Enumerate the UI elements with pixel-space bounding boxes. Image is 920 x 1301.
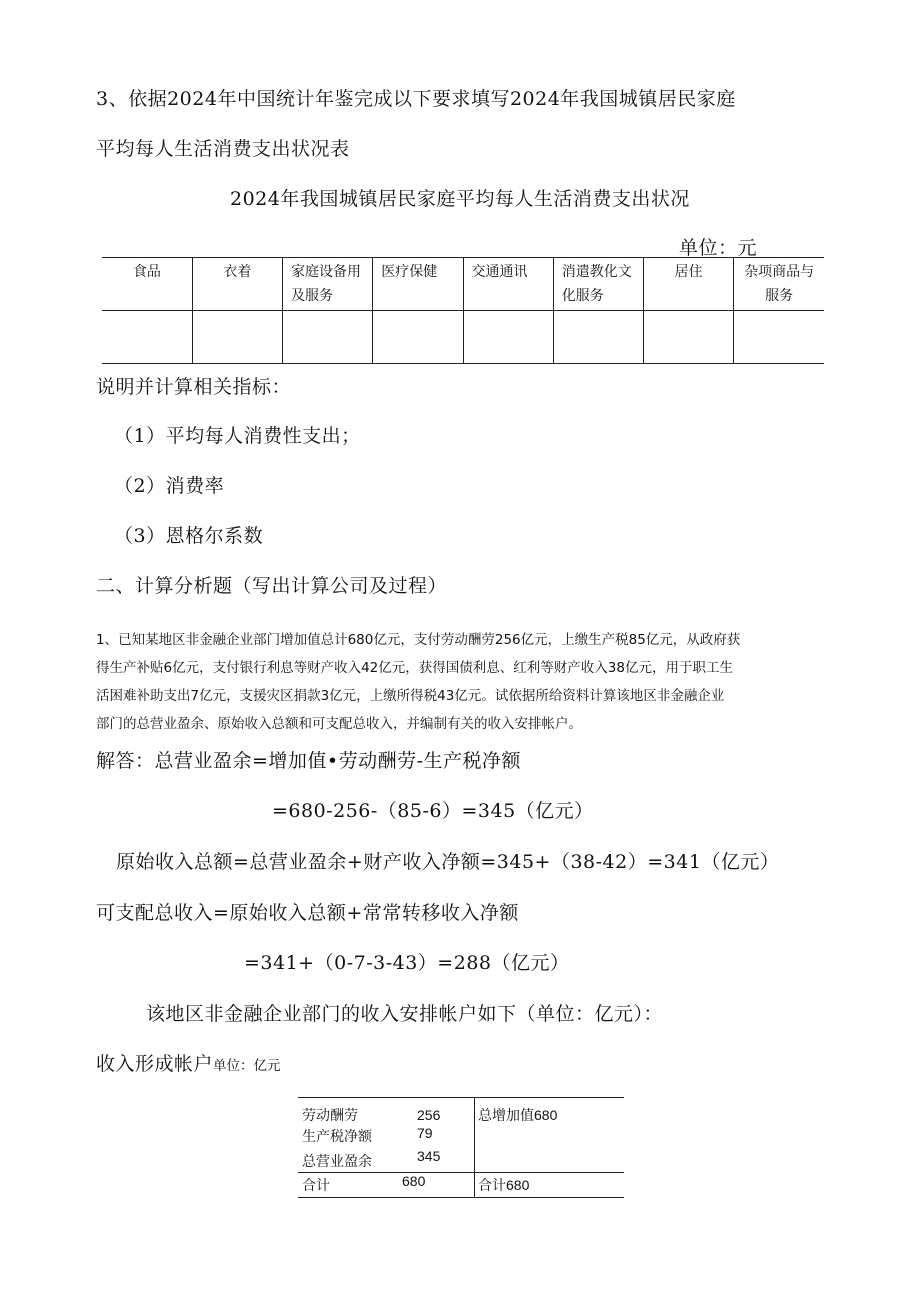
account-unit: 单位：亿元 bbox=[213, 1058, 281, 1074]
header-cell: 食品 bbox=[102, 258, 192, 311]
header-cell: 衣着 bbox=[192, 258, 282, 311]
explain-item-3: （3）恩格尔系数 bbox=[114, 525, 264, 547]
input-cell[interactable] bbox=[102, 311, 192, 364]
account-right-total-label: 合计 bbox=[478, 1177, 506, 1193]
account-left-value: 256 bbox=[417, 1107, 441, 1123]
account-left-total-label: 合计 bbox=[302, 1177, 330, 1193]
header-cell: 医疗保健 bbox=[373, 258, 463, 311]
explain-item-2: （2）消费率 bbox=[114, 475, 225, 497]
income-formation-account bbox=[298, 1097, 624, 1197]
header-cell: 交通通讯 bbox=[463, 258, 553, 311]
account-right-item bbox=[478, 1105, 557, 1125]
table-header-row bbox=[102, 258, 824, 311]
account-left-label: 总营业盈余 bbox=[302, 1153, 372, 1169]
problem-line-1: 1、已知某地区非金融企业部门增加值总计680亿元，支付劳动酬劳256亿元，上缴生产税85亿元，从政府获 bbox=[96, 632, 741, 648]
input-cell[interactable] bbox=[644, 311, 734, 364]
account-left-value: 79 bbox=[417, 1125, 433, 1141]
account-left-label: 生产税净额 bbox=[302, 1128, 372, 1144]
input-cell[interactable] bbox=[463, 311, 553, 364]
table-input-row bbox=[102, 311, 824, 364]
answer-line-4: 可支配总收入=原始收入总额+常常转移收入净额 bbox=[96, 902, 519, 924]
input-cell[interactable] bbox=[553, 311, 643, 364]
question-heading-line2: 平均每人生活消费支出状况表 bbox=[96, 138, 350, 160]
header-cell: 杂项商品与 服务 bbox=[734, 258, 824, 311]
answer-line-3: 原始收入总额=总营业盈余+财产收入净额=345+（38-42）=341（亿元） bbox=[116, 851, 780, 873]
account-left-label: 劳动酬劳 bbox=[302, 1107, 358, 1123]
account-left-value: 345 bbox=[417, 1148, 441, 1164]
account-bottom-rule bbox=[298, 1197, 624, 1198]
explain-item-1: （1）平均每人消费性支出； bbox=[114, 425, 361, 447]
unit-label: 单位：元 bbox=[679, 237, 758, 259]
header-cell: 消遣教化文 化服务 bbox=[553, 258, 643, 311]
answer-line-2: =680-256-（85-6）=345（亿元） bbox=[272, 800, 594, 822]
answer-line-1: 解答：总营业盈余=增加值•劳动酬劳-生产税净额 bbox=[96, 750, 522, 772]
table-title: 2024年我国城镇居民家庭平均每人生活消费支出状况 bbox=[230, 188, 690, 210]
account-heading bbox=[96, 1049, 281, 1076]
account-right-total-value: 680 bbox=[506, 1177, 530, 1193]
account-top-rule bbox=[298, 1097, 624, 1098]
account-title: 收入形成帐户 bbox=[96, 1053, 214, 1075]
explain-title: 说明并计算相关指标： bbox=[96, 376, 292, 398]
answer-line-5: =341+（0-7-3-43）=288（亿元） bbox=[244, 952, 570, 974]
header-cell: 居住 bbox=[644, 258, 734, 311]
problem-line-3: 活困难补助支出7亿元，支援灾区捐款3亿元，上缴所得税43亿元。试依据所给资料计算该地区非金融企业 bbox=[96, 688, 725, 704]
answer-line-6: 该地区非金融企业部门的收入安排帐户如下（单位：亿元）： bbox=[146, 1003, 664, 1025]
input-cell[interactable] bbox=[373, 311, 463, 364]
input-cell[interactable] bbox=[734, 311, 824, 364]
section2-title: 二、计算分析题（写出计算公司及过程） bbox=[96, 575, 448, 597]
problem-line-4: 部门的总营业盈余、原始收入总额和可支配总收入，并编制有关的收入安排帐户。 bbox=[96, 716, 582, 732]
account-right-label: 总增加值 bbox=[478, 1107, 534, 1123]
consumption-table bbox=[102, 257, 824, 364]
account-divider bbox=[474, 1097, 475, 1197]
question-heading-line1: 3、依据2024年中国统计年鉴完成以下要求填写2024年我国城镇居民家庭 bbox=[96, 88, 736, 110]
account-left-total-value: 680 bbox=[402, 1173, 426, 1189]
problem-line-2: 得生产补贴6亿元，支付银行利息等财产收入42亿元，获得国债利息、红利等财产收入38亿元，用于职工生 bbox=[96, 660, 733, 676]
account-right-total bbox=[478, 1175, 529, 1195]
input-cell[interactable] bbox=[283, 311, 373, 364]
header-cell: 家庭设备用 及服务 bbox=[283, 258, 373, 311]
account-total-rule bbox=[298, 1172, 624, 1173]
account-right-value: 680 bbox=[534, 1107, 558, 1123]
input-cell[interactable] bbox=[192, 311, 282, 364]
